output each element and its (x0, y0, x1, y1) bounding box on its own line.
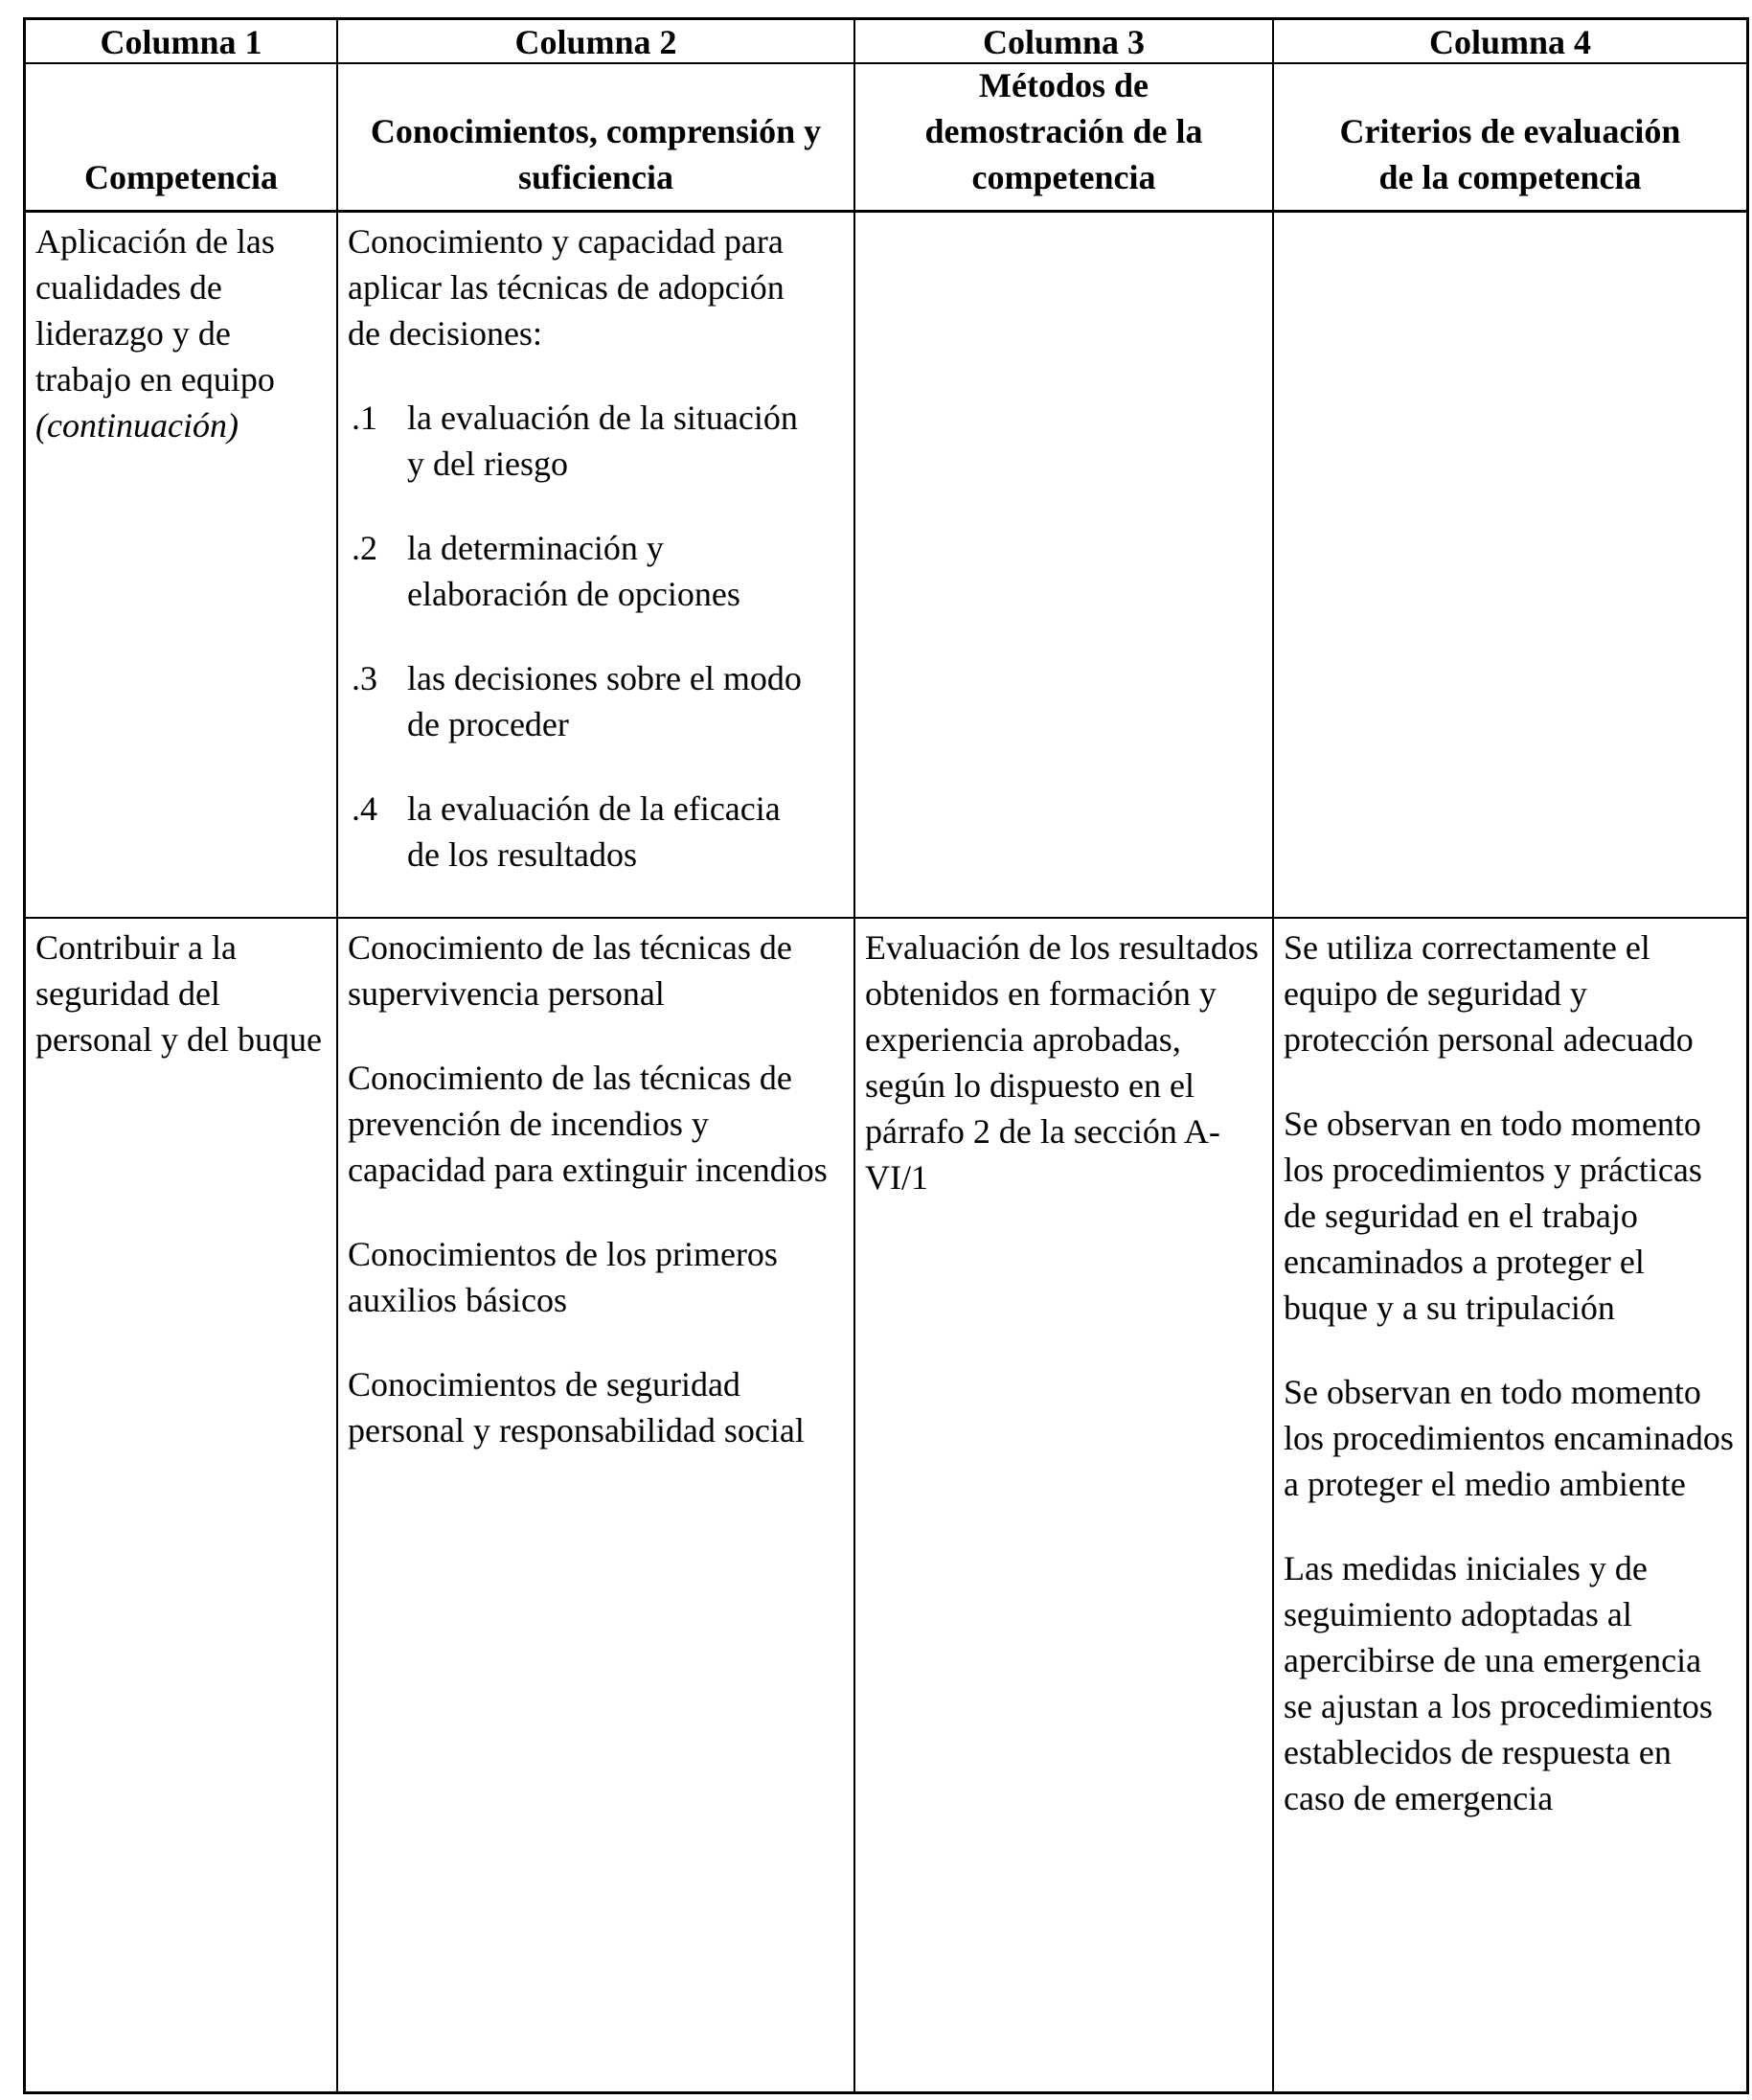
row2-criterio-paragraph: Se observan en todo momento los procedimientos encaminados a proteger el medio ambiente (1284, 1373, 1734, 1503)
column-number-3: Columna 3 (982, 23, 1146, 61)
column-title-competencia: Competencia (84, 158, 278, 196)
row2-conocimientos-cell (338, 919, 853, 2091)
row2-conocimientos-paragraph: Conocimiento de las técnicas de supervivencia personal (348, 928, 792, 1013)
row1-criterios-cell (1274, 213, 1746, 917)
list-item-number: .2 (352, 529, 377, 567)
column-title-criterios: Criterios de evaluación de la competencia (1339, 112, 1681, 196)
row1-competencia-text: Aplicación de las cualidades de liderazgo y de trabajo en equipo (35, 222, 275, 399)
column-title-conocimientos: Conocimientos, comprensión y suficiencia (370, 112, 822, 196)
list-item (348, 525, 821, 617)
row1-conocimientos-intro: Conocimiento y capacidad para aplicar las técnicas de adopción de decisiones: (348, 222, 785, 353)
row2-metodos-text: Evaluación de los resultados obtenidos en formación y experiencia aprobadas, según lo dispuesto en el párrafo 2 de la sección A-VI/1 (865, 928, 1259, 1197)
list-item-text: la evaluación de la eficacia de los resultados (407, 789, 781, 874)
column-number-4: Columna 4 (1428, 23, 1592, 61)
row1-metodos-cell (855, 213, 1272, 917)
row1-conocimientos-cell (338, 213, 853, 917)
column-title-metodos: Métodos de demostración de la competencia (924, 66, 1203, 196)
list-item-text: la determinación y elaboración de opciones (407, 529, 740, 613)
row2-conocimientos-paragraph: Conocimiento de las técnicas de prevención de incendios y capacidad para extinguir incendios (348, 1059, 828, 1189)
row1-continuation-note: (continuación) (35, 406, 239, 445)
list-item (348, 786, 821, 878)
list-item-number: .3 (352, 659, 377, 697)
row2-criterios-cell (1274, 919, 1746, 2091)
row2-metodos-cell (855, 919, 1272, 2091)
list-item (348, 655, 821, 747)
row2-conocimientos-paragraph: Conocimientos de los primeros auxilios básicos (348, 1235, 778, 1319)
competency-table (23, 17, 1749, 2094)
row1-competencia-cell (26, 213, 336, 917)
column-number-1: Columna 1 (100, 23, 262, 61)
row2-criterio-paragraph: Se observan en todo momento los procedimientos y prácticas de seguridad en el trabajo encaminados a proteger el buque y a su tripulación (1284, 1105, 1702, 1327)
list-item (348, 395, 821, 487)
row2-competencia-cell (26, 919, 336, 2091)
column-number-2: Columna 2 (514, 23, 677, 61)
list-item-number: .1 (352, 399, 377, 437)
list-item-number: .4 (352, 789, 377, 828)
list-item-text: la evaluación de la situación y del riesgo (407, 399, 798, 483)
list-item-text: las decisiones sobre el modo de proceder (407, 659, 802, 743)
row2-conocimientos-paragraph: Conocimientos de seguridad personal y responsabilidad social (348, 1365, 805, 1449)
row2-criterio-paragraph: Las medidas iniciales y de seguimiento adoptadas al apercibirse de una emergencia se ajustan a los procedimientos establecidos de respuesta en caso de emergencia (1284, 1549, 1713, 1817)
row2-competencia-text: Contribuir a la seguridad del personal y del buque (35, 928, 322, 1059)
row2-criterio-paragraph: Se utiliza correctamente el equipo de seguridad y protección personal adecuado (1284, 928, 1694, 1059)
